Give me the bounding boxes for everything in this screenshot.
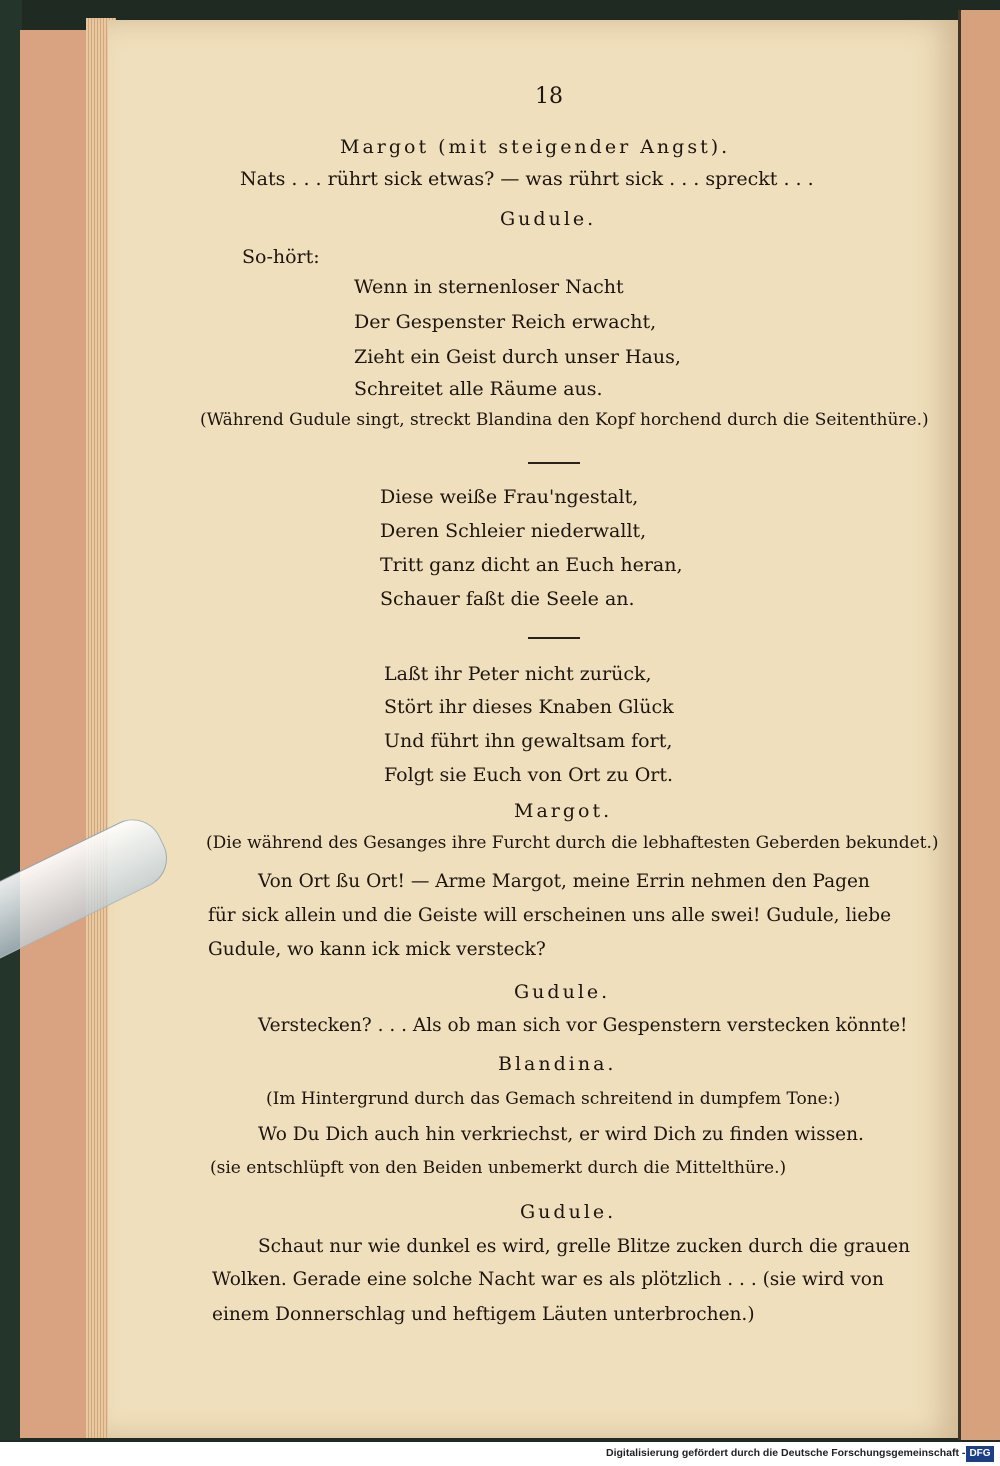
dialogue-line: Nats . . . rührt sick etwas? — was rührt sick . . . spreckt . . .	[240, 168, 814, 190]
verse-line: Stört ihr dieses Knaben Glück	[384, 696, 674, 718]
backdrop	[0, 0, 22, 1440]
dfg-logo: DFG	[966, 1446, 994, 1462]
verse-divider	[528, 462, 580, 464]
footer-credit: Digitalisierung gefördert durch die Deutsche Forschungsgemeinschaft -	[606, 1447, 966, 1459]
book-page	[108, 20, 960, 1438]
speaker-line: Margot (mit steigender Angst).	[340, 136, 731, 158]
speaker-name: Gudule.	[514, 981, 611, 1003]
verse-divider	[528, 637, 580, 639]
dialogue-line: für sick allein und die Geiste will erscheinen uns alle swei! Gudule, liebe	[208, 905, 892, 926]
verse-line: Deren Schleier niederwallt,	[380, 520, 647, 542]
speaker-name: Gudule.	[500, 208, 597, 230]
page-number: 18	[535, 84, 563, 109]
dialogue-line: Wolken. Gerade eine solche Nacht war es als plötzlich . . . (sie wird von	[212, 1269, 884, 1290]
stage-direction: (Die während des Gesanges ihre Furcht durch die lebhaftesten Geberden bekundet.)	[206, 833, 939, 853]
dialogue-line: Wo Du Dich auch hin verkriechst, er wird Dich zu finden wissen.	[258, 1124, 864, 1145]
dialogue-line: Von Ort ßu Ort! — Arme Margot, meine Errin nehmen den Pagen	[258, 871, 870, 892]
dialogue-line: So-hört:	[242, 246, 320, 268]
dialogue-line: einem Donnerschlag und heftigem Läuten unterbrochen.)	[212, 1304, 755, 1325]
verse-line: Schauer faßt die Seele an.	[380, 588, 635, 610]
verse-line: Tritt ganz dicht an Euch heran,	[380, 554, 683, 576]
verse-line: Schreitet alle Räume aus.	[354, 378, 603, 400]
dialogue-line: Verstecken? . . . Als ob man sich vor Gespenstern verstecken könnte!	[258, 1015, 908, 1036]
speaker-name: Gudule.	[520, 1201, 617, 1223]
verse-line: Diese weiße Frau'ngestalt,	[380, 486, 639, 508]
verse-line: Zieht ein Geist durch unser Haus,	[354, 346, 681, 368]
stage-direction: (sie entschlüpft von den Beiden unbemerkt durch die Mittelthüre.)	[210, 1158, 787, 1178]
stage-direction: (Während Gudule singt, streckt Blandina den Kopf horchend durch die Seitenthüre.)	[200, 410, 929, 430]
dialogue-line: Schaut nur wie dunkel es wird, grelle Blitze zucken durch die grauen	[258, 1236, 911, 1257]
speaker-name: Margot.	[514, 800, 613, 822]
verse-line: Laßt ihr Peter nicht zurück,	[384, 663, 652, 685]
dialogue-line: Gudule, wo kann ick mick versteck?	[208, 939, 546, 960]
verse-line: Wenn in sternenloser Nacht	[354, 276, 624, 298]
book-cover-right	[958, 10, 1000, 1440]
stage-direction: (Im Hintergrund durch das Gemach schreitend in dumpfem Tone:)	[266, 1089, 841, 1109]
verse-line: Folgt sie Euch von Ort zu Ort.	[384, 764, 674, 786]
verse-line: Und führt ihn gewaltsam fort,	[384, 730, 673, 752]
verse-line: Der Gespenster Reich erwacht,	[354, 311, 657, 333]
speaker-name: Blandina.	[498, 1053, 617, 1075]
